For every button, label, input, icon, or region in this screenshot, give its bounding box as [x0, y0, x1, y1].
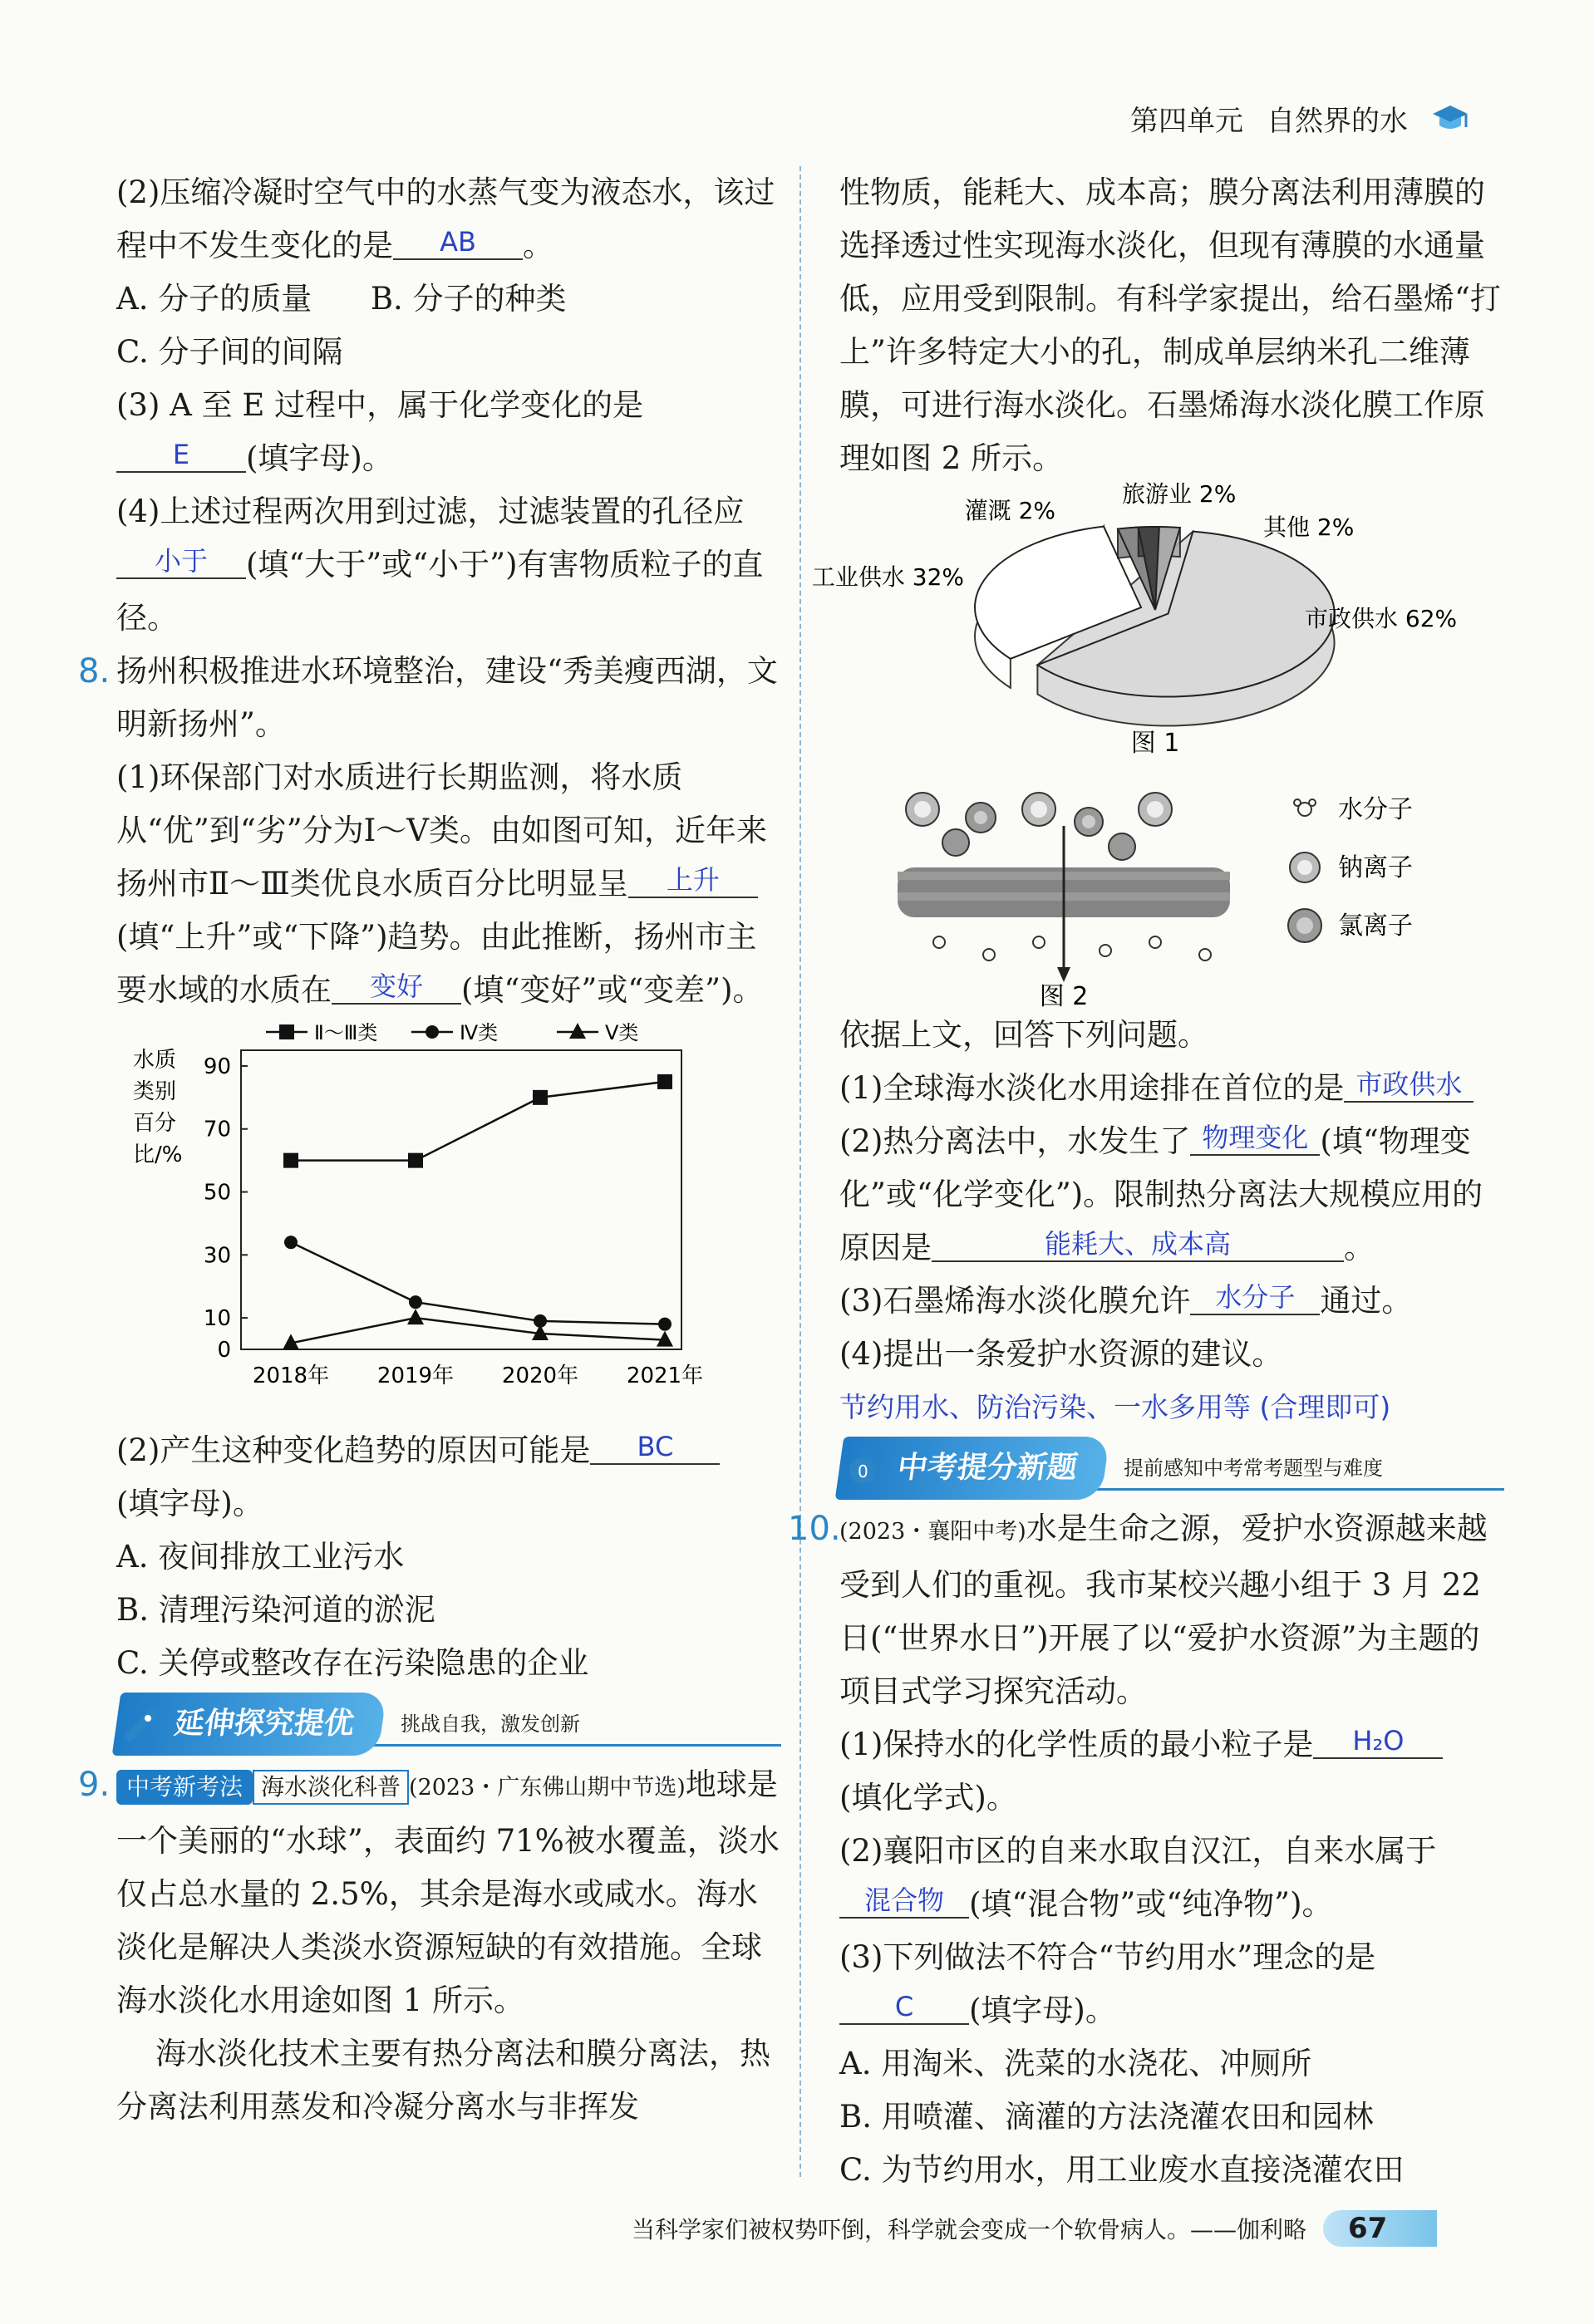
plot-frame	[241, 1050, 681, 1349]
q10-3: (3)下列做法不符合“节约用水”理念的是 C (填字母)。	[839, 1939, 1376, 2028]
question-number: 10.	[788, 1510, 841, 1548]
q9-4: (4)提出一条爱护水资源的建议。	[839, 1336, 1283, 1372]
q8-2-option-b: B. 清理污染河道的淤泥	[116, 1592, 435, 1628]
section-banner-exam	[839, 1442, 1504, 1494]
answer-blank: 上升	[628, 863, 758, 898]
left-column	[78, 166, 781, 2134]
data-point	[408, 1153, 423, 1168]
q7-2: (2)压缩冷凝时空气中的水蒸气变为液态水，该过程中不发生变化的是 AB 。	[116, 174, 775, 263]
q8-1: (1)环保部门对水质进行长期监测，将水质从“优”到“劣”分为Ⅰ～Ⅴ类。由如图可知，近年来扬州市Ⅱ～Ⅲ类优良水质百分比明显呈 上升(填“上升”或“下降”)趋势。由此推断，扬州市主要水域的水质在 变好 (填“变好”或“变差”)。	[116, 759, 767, 1008]
data-point	[283, 1153, 298, 1168]
legend-marker	[426, 1025, 439, 1039]
right-column	[788, 166, 1504, 2197]
pie-label-4: 旅游业 2%	[1122, 480, 1237, 508]
legend-chloride-label: 氯离子	[1338, 911, 1413, 941]
legend-label: Ⅴ类	[605, 1021, 639, 1044]
banner-title: 中考提分新题	[835, 1437, 1110, 1500]
banner-subtitle: 挑战自我，激发创新	[401, 1712, 581, 1736]
water-quality-line-chart	[116, 1017, 715, 1408]
legend-label: Ⅳ类	[460, 1021, 499, 1044]
legend-sodium-icon	[1290, 852, 1320, 882]
y-axis-label-1: 水质	[133, 1048, 177, 1073]
answer-blank: 小于	[116, 544, 246, 579]
answer-blank: 能耗大、成本高	[932, 1227, 1344, 1262]
y-axis-label-2: 类别	[133, 1079, 177, 1104]
answer-blank: 混合物	[839, 1884, 969, 1919]
answer-blank: C	[839, 1990, 969, 2025]
question-number: 8.	[78, 652, 111, 690]
y-axis-label-3: 百分	[133, 1111, 177, 1136]
column-divider	[799, 166, 801, 2177]
q10-1: (1)保持水的化学性质的最小粒子是 H₂O (填化学式)。	[839, 1718, 1504, 1825]
tag-topic: 海水淡化科普	[253, 1770, 409, 1805]
pie-label-1: 市政供水 62%	[1305, 605, 1458, 632]
legend-marker	[279, 1024, 294, 1039]
q7-2-options-ab: A. 分子的质量 B. 分子的种类	[116, 281, 567, 317]
q9-3: (3)石墨烯海水淡化膜允许 水分子 通过。	[839, 1281, 1413, 1319]
medal-icon	[839, 1447, 889, 1489]
tag-new-method: 中考新考法	[116, 1770, 253, 1805]
series-line-3	[291, 1318, 665, 1343]
question-number: 9.	[78, 1766, 111, 1804]
q8-2: (2)产生这种变化趋势的原因可能是 BC (填字母)。	[116, 1424, 781, 1530]
y-tick-label: 0	[217, 1338, 231, 1363]
legend-chloride-icon	[1288, 909, 1321, 942]
data-point	[658, 1318, 672, 1331]
answer-blank: AB	[393, 225, 523, 260]
unit-label: 第四单元	[1130, 105, 1243, 138]
legend-sodium-label: 钠离子	[1338, 853, 1413, 882]
q9-2: (2)热分离法中，水发生了 物理变化 (填“物理变化”或“化学变化”)。限制热分离法大规模应用的原因是 能耗大、成本高 。	[839, 1122, 1483, 1265]
answer-blank: H₂O	[1313, 1724, 1443, 1759]
svg-text:0: 0	[858, 1462, 868, 1481]
chart-legend	[266, 1021, 638, 1044]
desalination-usage-pie-chart	[811, 480, 1504, 759]
banner-title: 延伸探究提优	[112, 1693, 387, 1756]
answer-blank: BC	[590, 1430, 720, 1465]
answer-blank: E	[116, 438, 246, 473]
data-point	[657, 1074, 672, 1089]
q8: 8. 扬州积极推进水环境整治，建设“秀美瘦西湖，文明新扬州”。	[116, 645, 781, 751]
x-tick-label: 2019年	[376, 1363, 455, 1388]
answer-blank: 变好	[332, 970, 461, 1005]
legend-water-icon	[1294, 799, 1316, 816]
section-banner-extend	[116, 1698, 781, 1750]
rocket-icon	[116, 1703, 166, 1745]
unit-title: 自然界的水	[1267, 105, 1408, 138]
pie-label-5: 其他 2%	[1263, 513, 1355, 541]
q7-2-option-c: C. 分子间的间隔	[116, 334, 343, 370]
x-tick-label: 2021年	[626, 1363, 704, 1388]
q7-4: (4)上述过程两次用到过滤，过滤装置的孔径应小于 (填“大于”或“小于”)有害物质粒子的直径。	[116, 494, 764, 636]
q9-header: 9. 中考新考法 海水淡化科普 (2023・广东佛山期中节选)地球是一个美丽的“水球”，表面约 71%被水覆盖，淡水仅占总水量的 2.5%，其余是海水或咸水。海水淡化是解决人类淡水资源短缺的有效措施。全球海水淡化水用途如图 1 所示。	[116, 1758, 781, 2027]
footer-quote: 当科学家们被权势吓倒，科学就会变成一个软骨病人。——伽利略	[632, 2216, 1307, 2243]
q9-4-answer: 节约用水、防治污染、一水多用等 (合理即可)	[839, 1391, 1391, 1423]
arrow-head-icon	[1057, 967, 1070, 982]
y-tick-label: 90	[203, 1054, 231, 1079]
answer-blank: 水分子	[1190, 1280, 1320, 1315]
y-tick-label: 50	[203, 1180, 231, 1206]
data-point	[284, 1236, 298, 1249]
y-tick-label: 70	[203, 1117, 231, 1142]
y-tick-label: 10	[203, 1306, 231, 1332]
q10-2: (2)襄阳市区的自来水取自汉江，自来水属于混合物 (填“混合物”或“纯净物”)。	[839, 1833, 1437, 1922]
q9-intro: 依据上文，回答下列问题。	[839, 1017, 1208, 1053]
page-header	[1130, 98, 1469, 139]
legend-marker	[569, 1023, 586, 1039]
legend-water-label: 水分子	[1338, 795, 1413, 824]
y-axis-label-4: 比/%	[133, 1142, 183, 1167]
x-tick-label: 2018年	[252, 1363, 330, 1388]
ion-cluster	[906, 793, 1172, 860]
series-line-1	[291, 1082, 665, 1161]
figure-2-caption: 图 2	[1039, 982, 1089, 1011]
q8-2-option-a: A. 夜间排放工业污水	[116, 1539, 405, 1575]
q9-1: (1)全球海水淡化水用途排在首位的是 市政供水	[839, 1062, 1504, 1115]
pie-label-2: 工业供水 32%	[811, 563, 964, 591]
question-source: (2023・襄阳中考)	[839, 1519, 1026, 1545]
series-line-2	[291, 1242, 665, 1324]
graphene-membrane-diagram	[839, 776, 1504, 1009]
data-point	[533, 1090, 548, 1105]
q10-option-b: B. 用喷灌、滴灌的方法浇灌农田和园林	[839, 2099, 1374, 2135]
answer-blank: 市政供水	[1344, 1068, 1473, 1103]
y-tick-label: 30	[203, 1243, 231, 1269]
figure-1-caption: 图 1	[1130, 729, 1180, 758]
data-point	[409, 1295, 422, 1309]
filtered-water-molecules	[933, 936, 1211, 961]
pie-label-3: 灌溉 2%	[964, 497, 1055, 524]
data-point	[407, 1309, 424, 1324]
q9-paragraph-2-continued: 性物质，能耗大、成本高；膜分离法利用薄膜的选择透过性实现海水淡化，但现有薄膜的水通量低，应用受到限制。有科学家提出，给石墨烯“打上”许多特定大小的孔，制成单层纳米孔二维薄膜，可进行海水淡化。石墨烯海水淡化膜工作原理如图 2 所示。	[839, 174, 1501, 476]
q8-2-option-c: C. 关停或整改存在污染隐患的企业	[116, 1645, 589, 1681]
graduation-cap-icon	[1431, 102, 1469, 135]
banner-subtitle: 提前感知中考常考题型与难度	[1124, 1457, 1384, 1480]
question-source: (2023・广东佛山期中节选)	[409, 1775, 686, 1801]
figure-2	[839, 776, 1504, 1009]
page-footer	[632, 2210, 1437, 2247]
page-number: 67	[1323, 2210, 1437, 2247]
q7-3: (3) A 至 E 过程中，属于化学变化的是 E (填字母)。	[116, 387, 644, 476]
answer-blank: 物理变化	[1190, 1121, 1320, 1156]
q10-option-a: A. 用淘米、洗菜的水浇花、冲厕所	[839, 2046, 1312, 2081]
q10-option-c: C. 为节约用水，用工业废水直接浇灌农田	[839, 2152, 1405, 2188]
x-tick-label: 2020年	[501, 1363, 579, 1388]
legend-label: Ⅱ～Ⅲ类	[314, 1021, 378, 1044]
q10: 10. (2023・襄阳中考)水是生命之源，爱护水资源越来越受到人们的重视。我市某校兴趣小组于 3 月 22 日(“世界水日”)开展了以“爱护水资源”为主题的项目式学习探究活动。	[839, 1502, 1504, 1718]
q9-paragraph-2: 海水淡化技术主要有热分离法和膜分离法，热分离法利用蒸发和冷凝分离水与非挥发	[116, 2036, 771, 2125]
